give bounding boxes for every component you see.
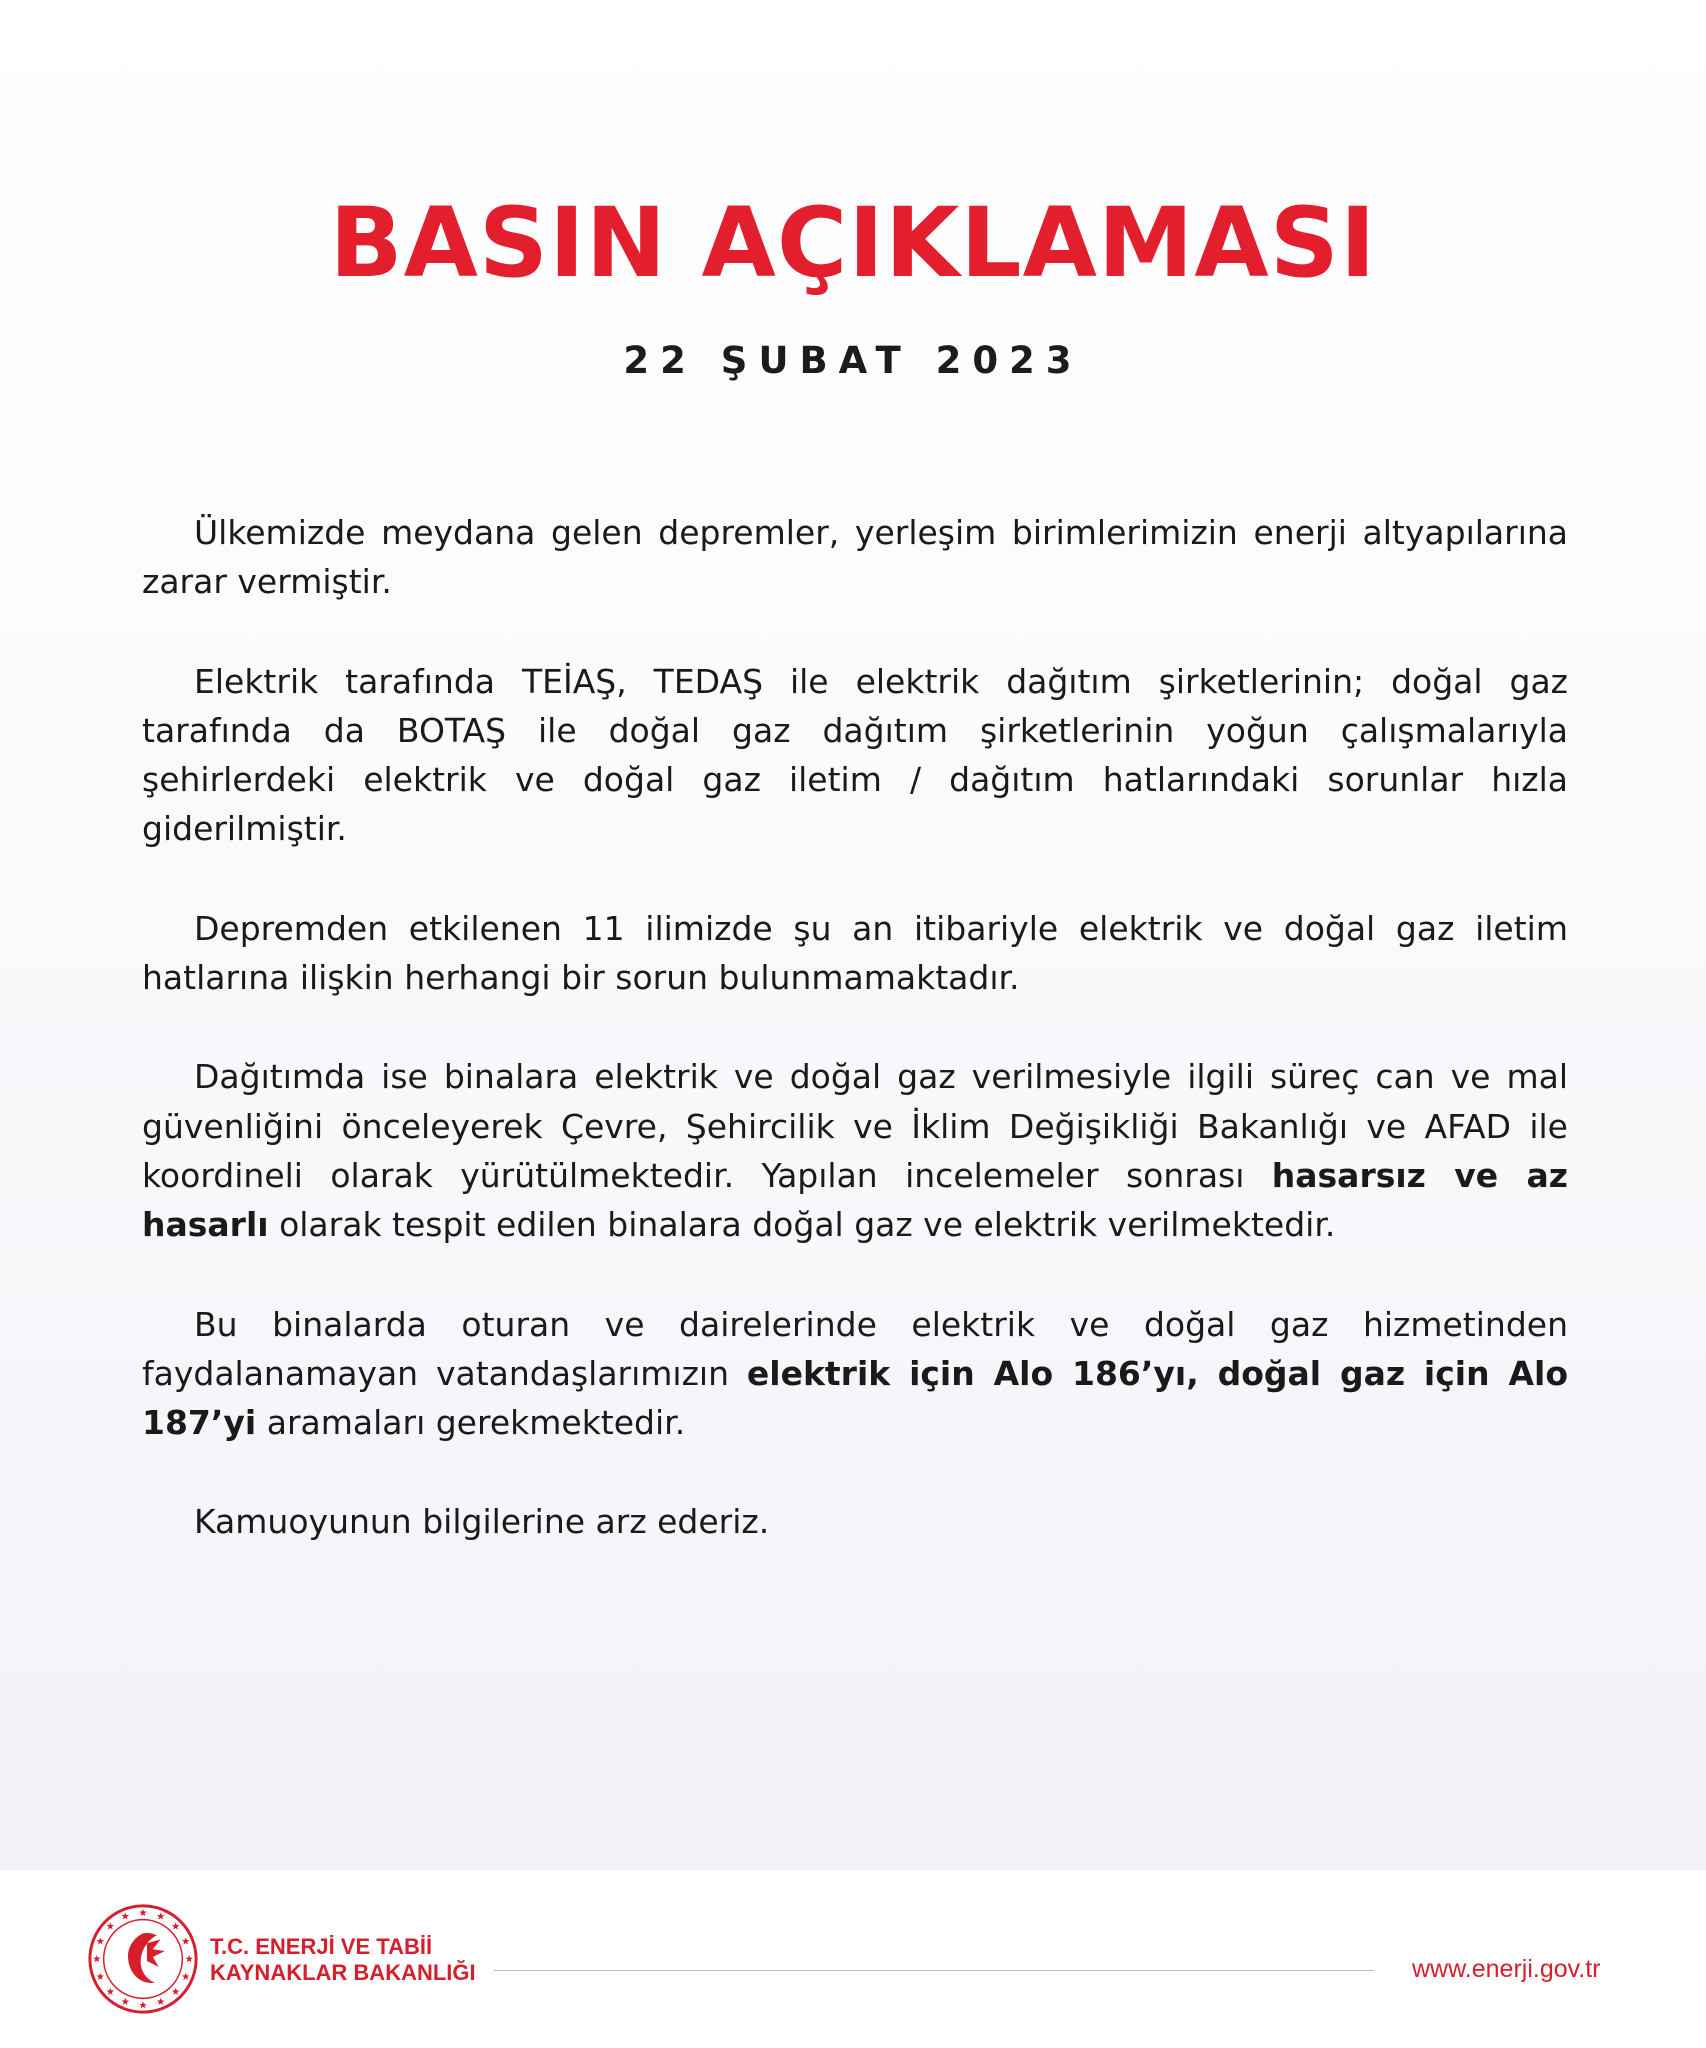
emblem-star-icon <box>182 1937 189 1944</box>
paragraph-5-text-end: aramaları gerekmektedir. <box>256 1403 686 1443</box>
paragraph-1: Ülkemizde meydana gelen depremler, yerleşim birimlerimizin enerji altyapılarına zarar vermiştir. <box>142 513 1568 602</box>
emblem-star-icon <box>122 1912 129 1919</box>
ministry-name <box>210 1934 476 1986</box>
website-link[interactable]: www.enerji.gov.tr <box>1412 1955 1601 1983</box>
emblem-star-icon <box>139 1909 146 1916</box>
paragraph-3: Depremden etkilenen 11 ilimizde şu an itibariyle elektrik ve doğal gaz iletim hatlarına ilişkin herhangi bir sorun bulunmamaktadır. <box>142 908 1568 998</box>
closing-paragraph: Kamuoyunun bilgilerine arz ederiz. <box>194 1502 770 1542</box>
press-date: 22 ŞUBAT 2023 <box>623 339 1083 382</box>
footer-divider <box>494 1970 1374 1971</box>
emblem-star-icon <box>139 2001 146 2008</box>
page-title: BASIN AÇIKLAMASI <box>329 187 1377 299</box>
paragraph-5 <box>142 1300 1568 1448</box>
emblem-star-icon <box>97 1937 104 1944</box>
emblem-star-icon <box>107 1988 114 1995</box>
emblem-star-icon <box>157 1912 164 1919</box>
paragraph-4 <box>142 1052 1568 1249</box>
emblem-star-icon <box>157 1998 164 2005</box>
paragraph-5-emphasis: elektrik için Alo 186’yı, doğal gaz için Alo 187’yi <box>142 1353 1568 1443</box>
paragraph-4-emphasis: hasarsız ve az hasarlı <box>142 1155 1568 1245</box>
ministry-emblem-icon <box>84 1900 202 2018</box>
ministry-name-line-2: KAYNAKLAR BAKANLIĞI <box>210 1960 476 1985</box>
press-body <box>142 508 1568 1597</box>
emblem-star-icon <box>182 1973 189 1980</box>
ministry-name-line-1: T.C. ENERJİ VE TABİİ <box>210 1934 433 1959</box>
emblem-star-icon <box>172 1922 179 1929</box>
paragraph-4-text-end: olarak tespit edilen binalara doğal gaz ve elektrik verilmektedir. <box>268 1205 1336 1245</box>
emblem-star-icon <box>122 1998 129 2005</box>
emblem-star-icon <box>107 1922 114 1929</box>
paragraph-5-text: Bu binalarda oturan ve dairelerinde elektrik ve doğal gaz hizmetinden faydalanamayan vatandaşlarımızın <box>142 1304 1568 1393</box>
paragraph-2: Elektrik tarafında TEİAŞ, TEDAŞ ile elektrik dağıtım şirketlerinin; doğal gaz tarafında da BOTAŞ ile doğal gaz dağıtım şirketlerinin yoğun çalışmalarıyla şehirlerdeki elektrik ve doğal gaz iletim / dağıtım hatlarındaki sorunlar hızla giderilmiştir. <box>142 661 1568 849</box>
footer <box>0 1870 1706 2048</box>
emblem-star-icon <box>172 1988 179 1995</box>
emblem-star-icon <box>185 1955 192 1962</box>
paragraph-4-text: Dağıtımda ise binalara elektrik ve doğal gaz verilmesiyle ilgili süreç can ve mal güvenliğini önceleyerek Çevre, Şehircilik ve İklim Değişikliği Bakanlığı ve AFAD ile koordineli olarak yürütülmektedir. Yapılan incelemeler sonrası <box>142 1057 1568 1195</box>
emblem-star-icon <box>97 1973 104 1980</box>
emblem-star-icon <box>93 1955 100 1962</box>
